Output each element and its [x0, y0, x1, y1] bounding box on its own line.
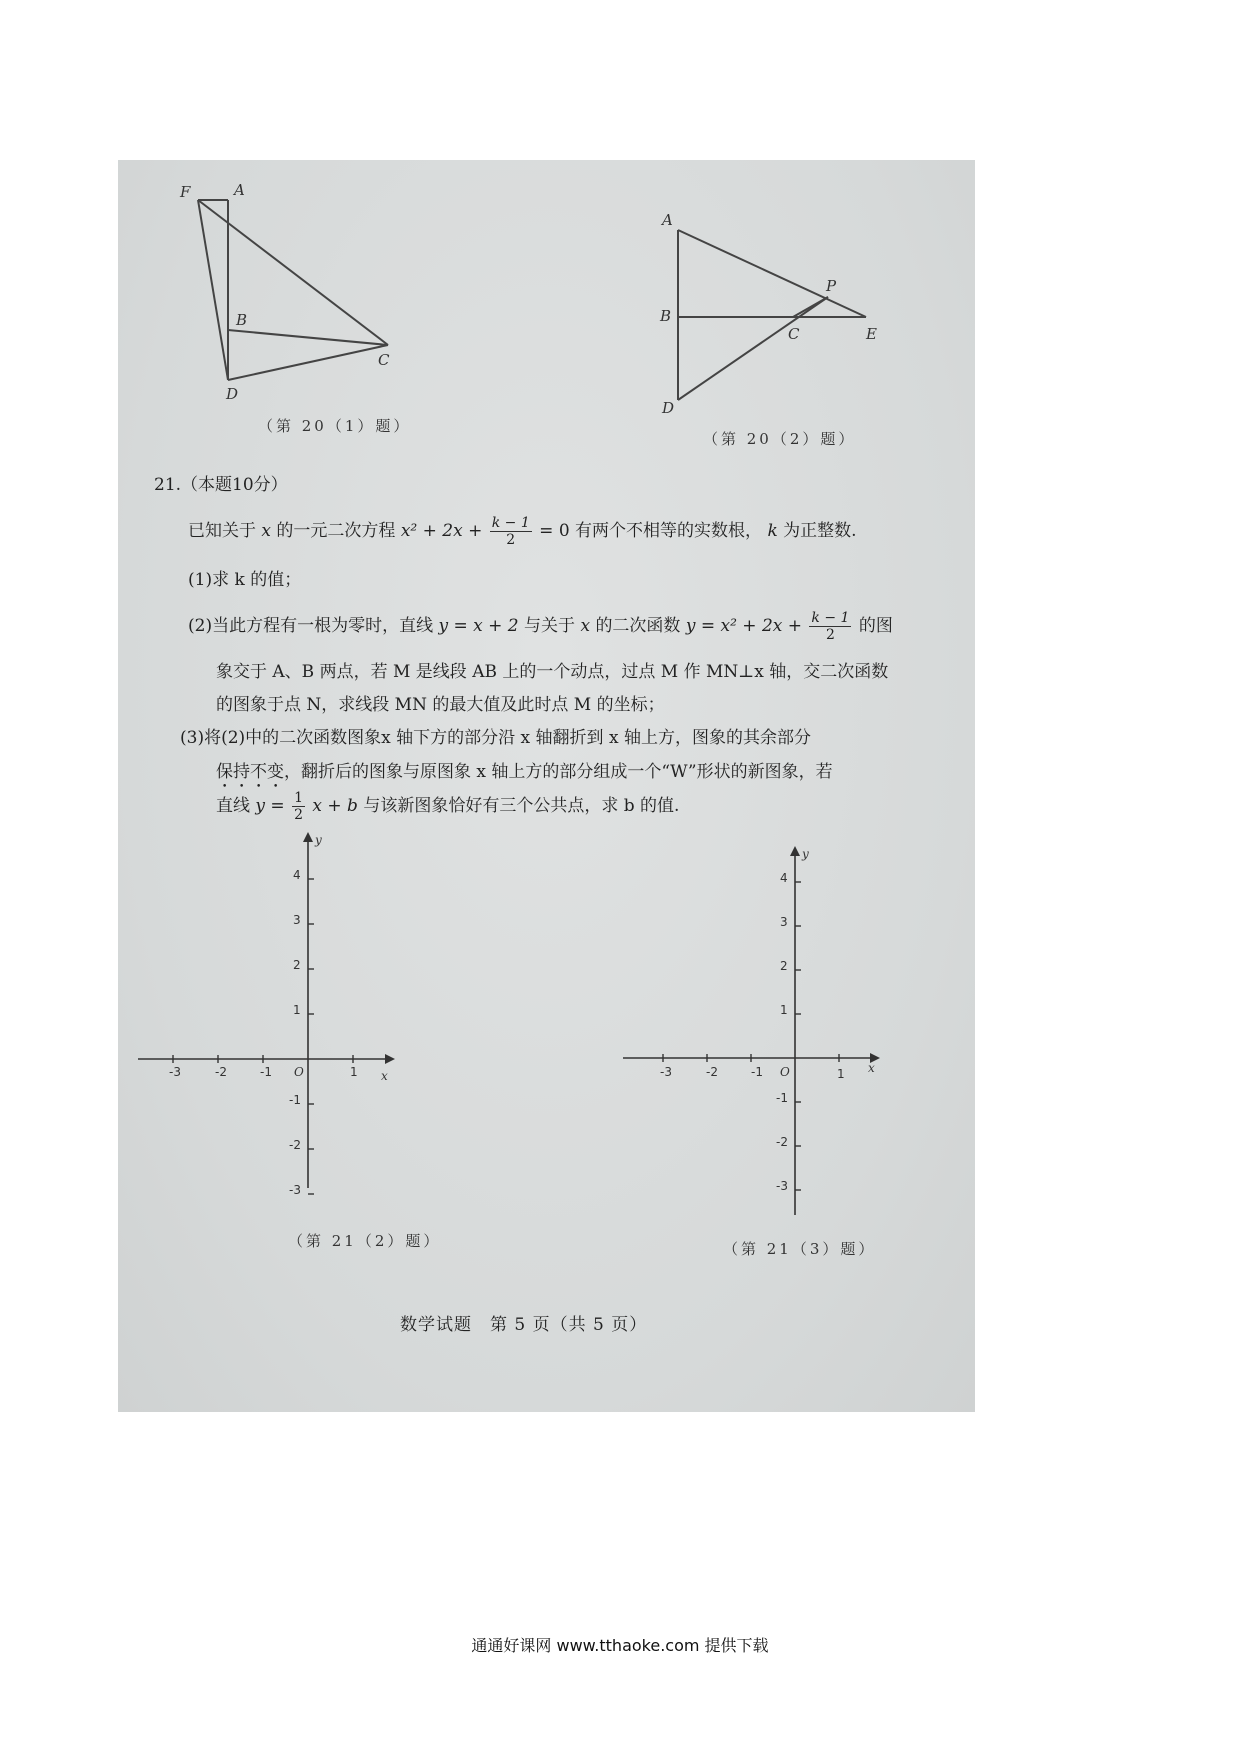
label-E: E [866, 325, 877, 343]
x-tick-label: -3 [660, 1065, 672, 1079]
caption-21-2: （第 21（2）题） [288, 1232, 442, 1250]
y-tick-label: -1 [776, 1091, 788, 1105]
question-21-part-2-line-3: 的图象于点 N，求线段 MN 的最大值及此时点 M 的坐标； [216, 695, 665, 715]
scanned-exam-page [118, 160, 975, 1412]
question-21-part-3-line-2: 保持不变，翻折后的图象与原图象 x 轴上方的部分组成一个“W”形状的新图象，若 [216, 762, 833, 782]
figure-20-2 [648, 205, 888, 415]
question-21-part-3-line-3: 直线 y = $\frac{1}{2}$ x + b 与该新图象恰好有三个公共点，求 b 的值. [216, 790, 680, 823]
label-A: A [234, 181, 245, 199]
x-axis-label: x [868, 1061, 875, 1075]
x-tick-label: -2 [706, 1065, 718, 1079]
page-footer: 数学试题 第 5 页（共 5 页） [400, 1315, 648, 1335]
y-tick-label: 2 [780, 959, 788, 973]
y-tick-label: -3 [289, 1183, 301, 1197]
question-21-part-3-line-1: (3)将(2)中的二次函数图象x 轴下方的部分沿 x 轴翻折到 x 轴上方，图象的其余部分 [180, 728, 811, 748]
fraction-k-minus-1-over-2: $\frac{k - 1}{2}$ [811, 610, 850, 643]
label-A: A [662, 211, 673, 229]
fraction-one-half: $\frac{1}{2}$ [294, 790, 303, 823]
x-tick-label: -1 [751, 1065, 763, 1079]
y-tick-label: -1 [289, 1093, 301, 1107]
caption-20-1: （第 20（1）题） [258, 417, 412, 435]
label-F: F [180, 183, 191, 201]
y-tick-label: -2 [776, 1135, 788, 1149]
question-21-stem: 已知关于 x 的一元二次方程 x² + 2x + $\frac{k - 1}{2}$ = 0 有两个不相等的实数根， k 为正整数. [188, 515, 857, 548]
y-tick-label: 2 [293, 958, 301, 972]
question-21-header: 21.（本题10分） [154, 475, 288, 495]
x-tick-label: -1 [260, 1065, 272, 1079]
origin-label: O [294, 1065, 304, 1079]
label-P: P [826, 277, 837, 295]
y-tick-label: -2 [289, 1138, 301, 1152]
question-21-part-2-line-1: (2)当此方程有一根为零时，直线 y = x + 2 与关于 x 的二次函数 y = x² + 2x + $\frac{k - 1}{2}$ 的图 [188, 610, 893, 643]
y-tick-label: 3 [293, 913, 301, 927]
y-tick-label: 3 [780, 915, 788, 929]
x-tick-label: -3 [169, 1065, 181, 1079]
question-21-part-2-line-2: 象交于 A、B 两点，若 M 是线段 AB 上的一个动点，过点 M 作 MN⊥x 轴，交二次函数 [216, 662, 889, 682]
label-C: C [378, 351, 390, 369]
x-axis-label: x [381, 1069, 388, 1083]
y-tick-label: 1 [293, 1003, 301, 1017]
question-21-part-1: (1)求 k 的值； [188, 570, 302, 590]
x-tick-label: 1 [350, 1065, 358, 1079]
figure-20-1 [178, 175, 408, 400]
axes-21-3 [618, 840, 908, 1220]
label-D: D [226, 385, 239, 400]
y-tick-label: 1 [780, 1003, 788, 1017]
label-C: C [788, 325, 800, 343]
fraction-k-minus-1-over-2: $\frac{k - 1}{2}$ [491, 515, 530, 548]
download-credit: 通通好课网 www.tthaoke.com 提供下载 [471, 1636, 769, 1655]
y-axis-label: y [802, 847, 809, 861]
y-tick-label: 4 [293, 868, 301, 882]
label-B: B [236, 311, 248, 329]
origin-label: O [780, 1065, 790, 1079]
y-tick-label: -3 [776, 1179, 788, 1193]
caption-21-3: （第 21（3）题） [723, 1240, 877, 1258]
y-tick-label: 4 [780, 871, 788, 885]
x-tick-label: 1 [837, 1067, 845, 1081]
x-tick-label: -2 [215, 1065, 227, 1079]
label-B: B [660, 307, 672, 325]
label-D: D [662, 399, 675, 415]
y-axis-label: y [315, 833, 322, 847]
axes-21-2 [133, 828, 413, 1198]
caption-20-2: （第 20（2）题） [703, 430, 857, 448]
